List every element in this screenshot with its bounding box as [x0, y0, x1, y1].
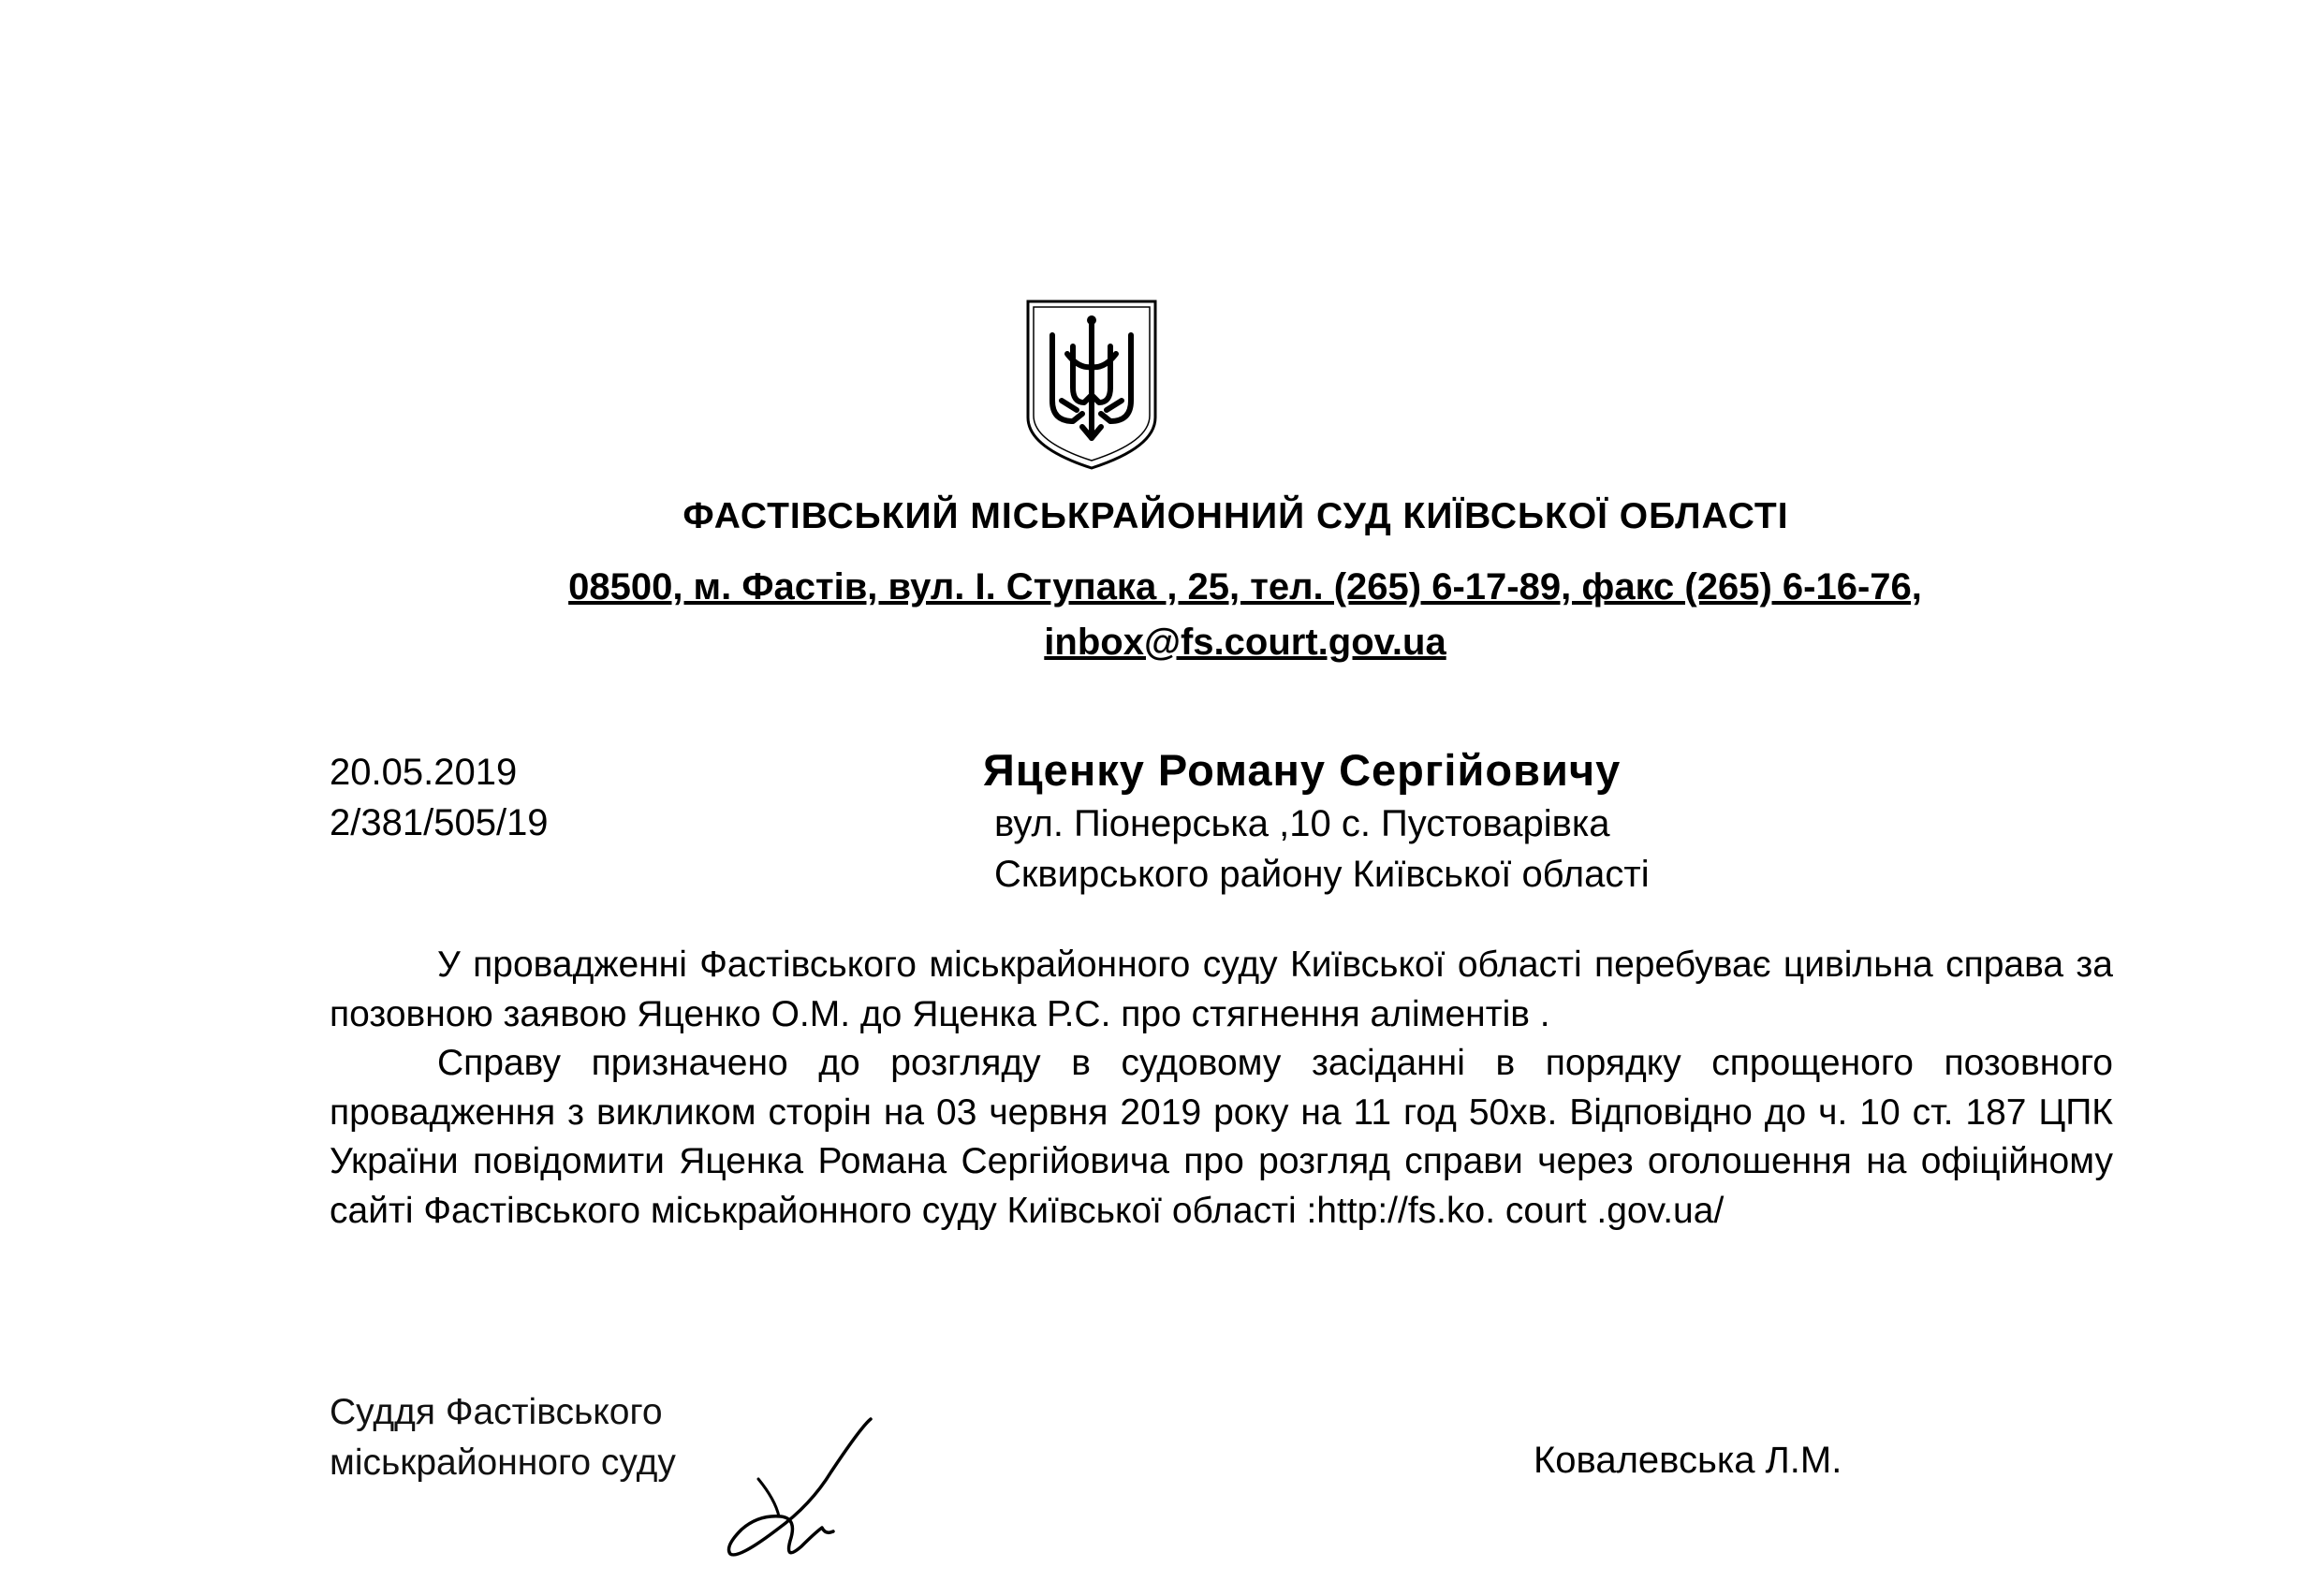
notice-paragraph-2: Справу призначено до розгляду в судовому засіданні в порядку спрощеного позовного провадження з викликом сторін на 03 червня 2019 року на 11 год 50хв. Відповідно до ч. 10 ст. 187 ЦПК України повідомити Яценка Романа Сергійовича про розгляд справи через оголошення на офіційному сайті Фастівського міськрайонного суду Київської області :http://fs.ko. court .gov.ua/: [330, 1043, 2113, 1231]
judge-title-line1: Суддя Фастівського: [330, 1392, 663, 1432]
document-date: 20.05.2019: [330, 752, 518, 793]
court-name: ФАСТІВСЬКИЙ МІСЬКРАЙОННИЙ СУД КИЇВСЬКОЇ ОБЛАСТІ: [682, 496, 1789, 536]
document-meta: [330, 747, 549, 848]
court-email-line: [449, 622, 2041, 664]
notice-body: [330, 941, 2113, 1236]
coat-of-arms-icon: [1024, 298, 1159, 472]
court-address: 08500, м. Фастів, вул. І. Ступака , 25, тел. (265) 6-17-89, факс (265) 6-16-76,: [568, 566, 1922, 608]
judge-name: Ковалевська Л.М.: [1534, 1440, 1842, 1481]
recipient-name: Яценку Роману Сергійовичу: [983, 745, 1622, 795]
notice-paragraph-1: У провадженні Фастівського міськрайонного суду Київської області перебуває цивільна справа за позовною заявою Яценко О.М. до Яценка Р.С. про стягнення аліментів .: [330, 944, 2113, 1034]
recipient-address-line1: вул. Піонерська ,10 с. Пустоварівка: [994, 803, 1610, 844]
court-email-link[interactable]: inbox@fs.court.gov.ua: [1044, 622, 1446, 663]
handwritten-signature-icon: [721, 1413, 889, 1573]
judge-title: [330, 1387, 676, 1488]
document-number: 2/381/505/19: [330, 802, 549, 843]
recipient-address-line2: Сквирського району Київської області: [994, 854, 1650, 895]
judge-title-line2: міськрайонного суду: [330, 1442, 676, 1483]
recipient-block: [983, 742, 1650, 900]
